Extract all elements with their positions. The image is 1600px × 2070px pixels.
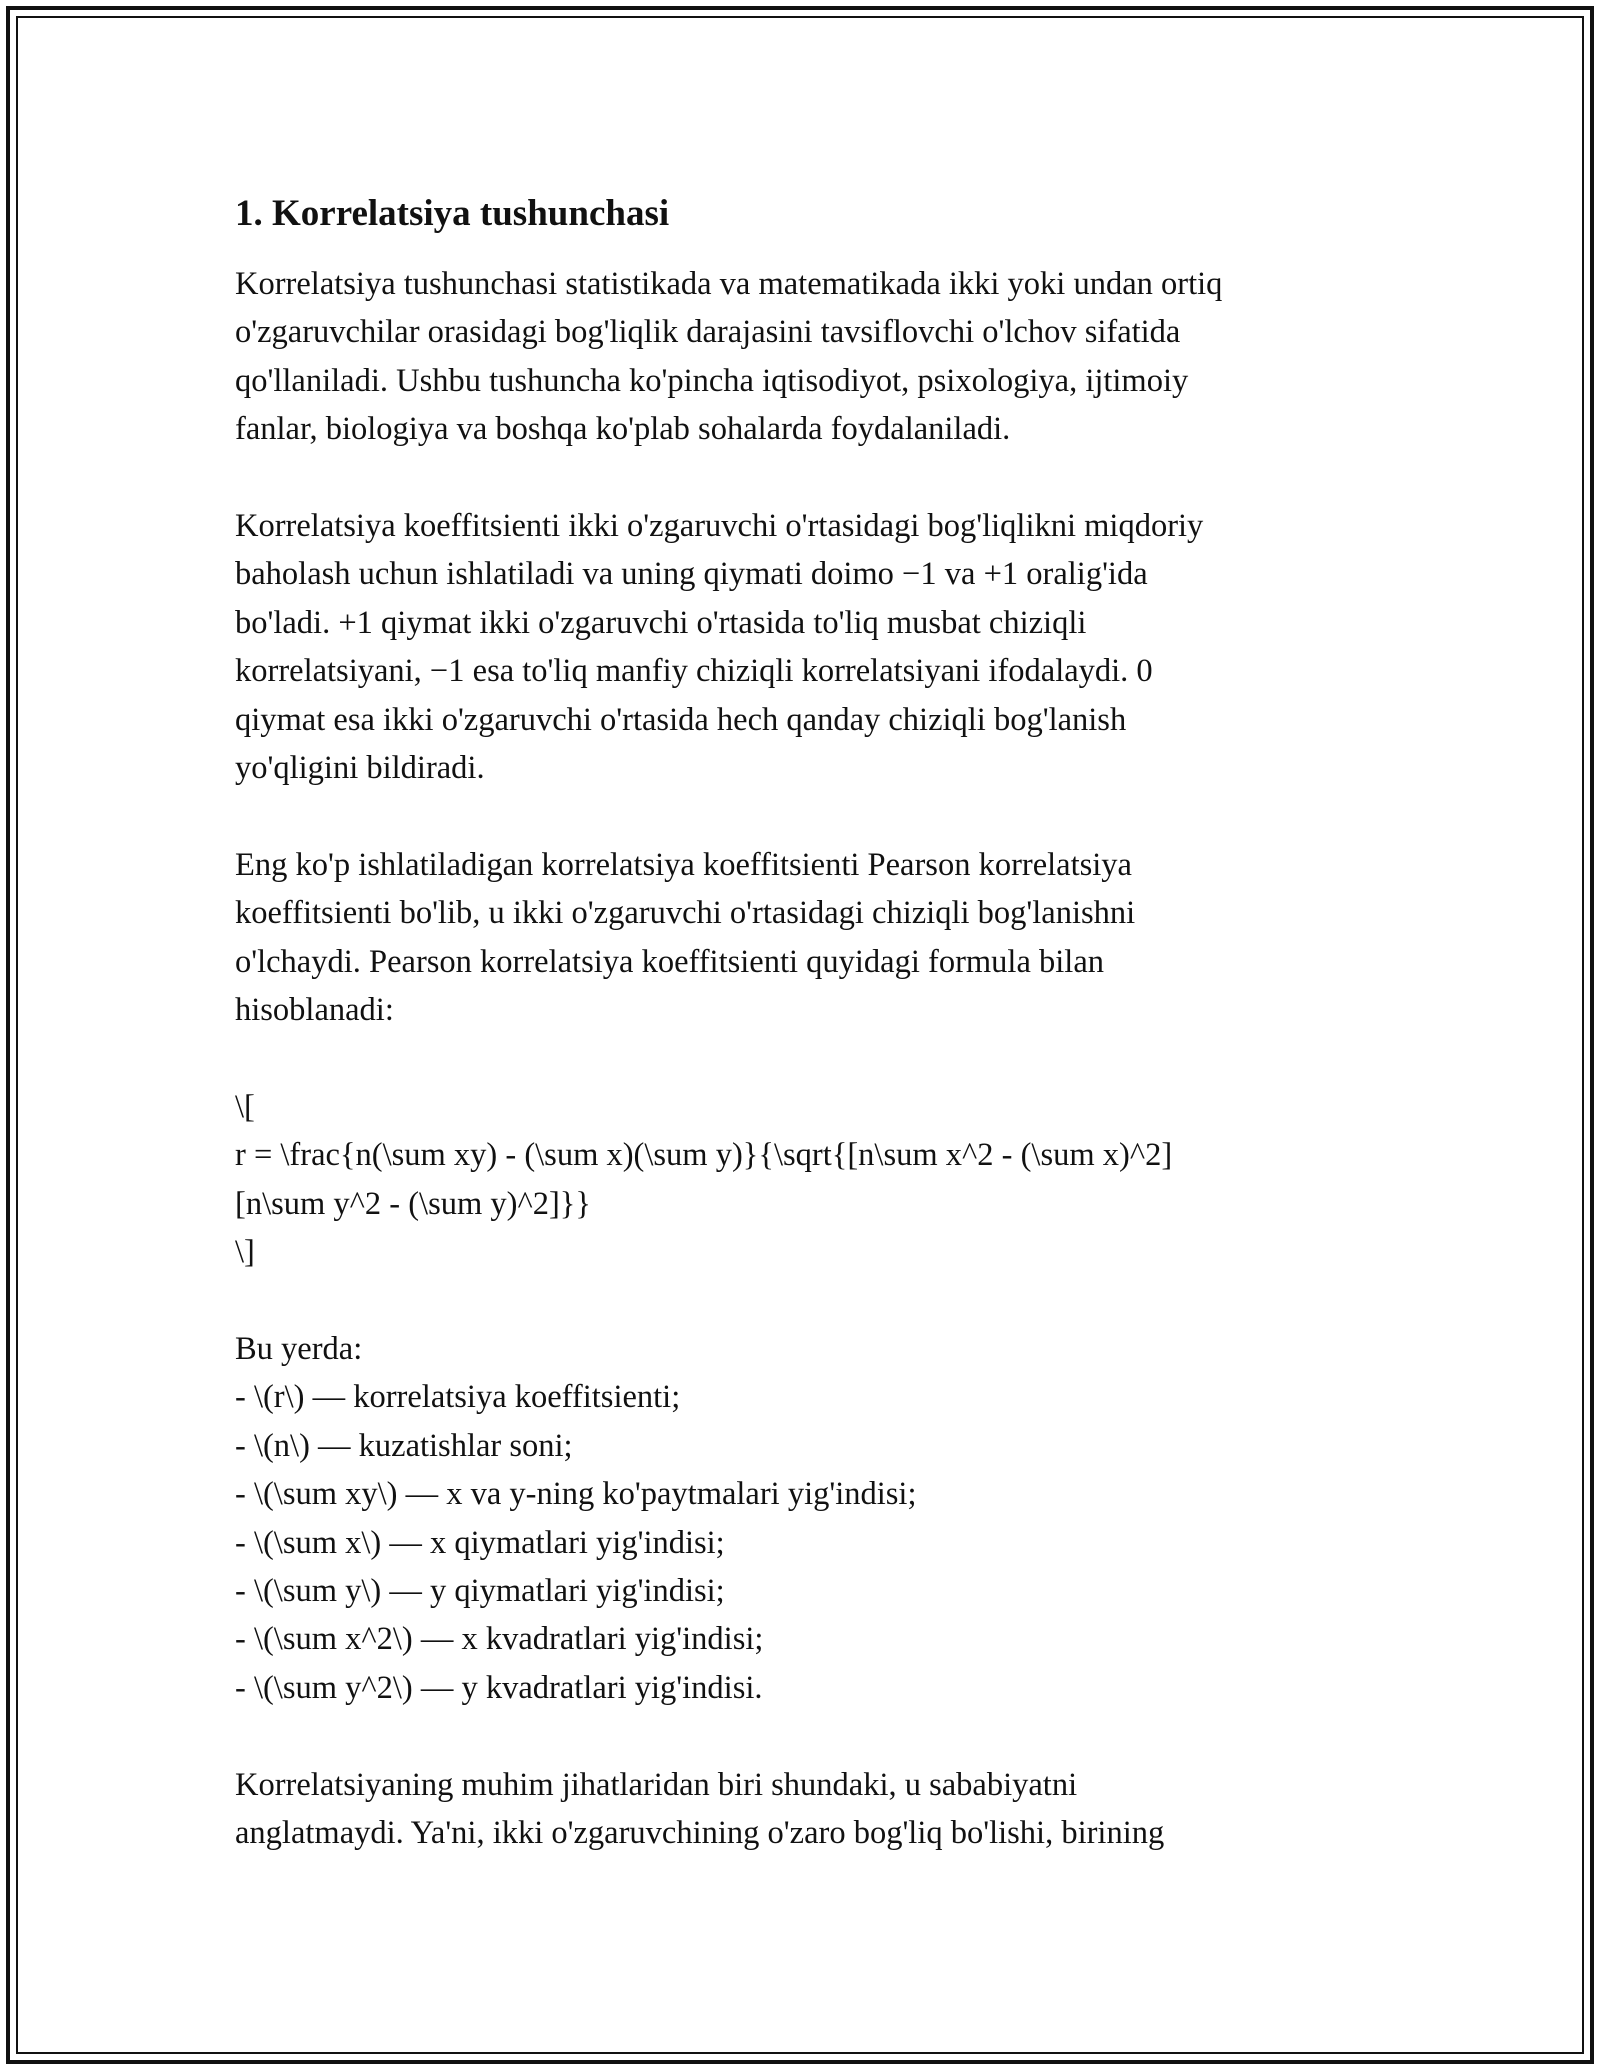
formula-line: \[: [235, 1088, 255, 1125]
formula-line: \]: [235, 1234, 255, 1271]
paragraph-intro: Korrelatsiya tushunchasi statistikada va matematikada ikki yoki undan ortiq o'zgaruvchilar orasidagi bog'liqlik darajasini tavsiflovchi o'lchov sifatida qo'llaniladi. Ushbu tushuncha ko'pincha iqtisodiyot, psixologiya, ijtimoiy fanlar, biologiya va boshqa ko'plab sohalarda foydalaniladi.: [235, 266, 1223, 448]
definition-item: - \(\sum x^2\) — x kvadratlari yig'indisi;: [235, 1621, 764, 1658]
document-body: [235, 190, 1375, 1857]
definition-item: - \(r\) — korrelatsiya koeffitsienti;: [235, 1379, 681, 1416]
definition-item: - \(\sum y^2\) — y kvadratlari yig'indisi.: [235, 1669, 763, 1706]
definition-item: - \(\sum xy\) — x va y-ning ko'paytmalari yig'indisi;: [235, 1476, 917, 1513]
paragraph-causation: Korrelatsiyaning muhim jihatlaridan biri shundaki, u sababiyatni anglatmaydi. Ya'ni, ikki o'zgaruvchining o'zaro bog'liq bo'lishi, birining: [235, 1766, 1165, 1851]
definition-item: - \(n\) — kuzatishlar soni;: [235, 1427, 573, 1464]
definitions-block: [235, 1325, 1375, 1712]
formula-line: [n\sum y^2 - (\sum y)^2]}}: [235, 1185, 591, 1222]
paragraph-coefficient-range: Korrelatsiya koeffitsienti ikki o'zgaruvchi o'rtasidagi bog'liqlikni miqdoriy baholash uchun ishlatiladi va uning qiymati doimo −1 va +1 oralig'ida bo'ladi. +1 qiymat ikki o'zgaruvchi o'rtasida to'liq musbat chiziqli korrelatsiyani, −1 esa to'liq manfiy chiziqli korrelatsiyani ifodalaydi. 0 qiymat esa ikki o'zgaruvchi o'rtasida hech qanday chiziqli bog'lanish yo'qligini bildiradi.: [235, 508, 1204, 787]
definition-item: - \(\sum x\) — x qiymatlari yig'indisi;: [235, 1524, 725, 1561]
definition-item: - \(\sum y\) — y qiymatlari yig'indisi;: [235, 1572, 725, 1609]
formula-block: [235, 1083, 1375, 1277]
paragraph-pearson: Eng ko'p ishlatiladigan korrelatsiya koeffitsienti Pearson korrelatsiya koeffitsienti bo'lib, u ikki o'zgaruvchi o'rtasidagi chiziqli bog'lanishni o'lchaydi. Pearson korrelatsiya koeffitsienti quyidagi formula bilan hisoblanadi:: [235, 846, 1136, 1029]
section-heading: 1. Korrelatsiya tushunchasi: [235, 193, 670, 234]
formula-line: r = \frac{n(\sum xy) - (\sum x)(\sum y)}{\sqrt{[n\sum x^2 - (\sum x)^2]: [235, 1137, 1173, 1174]
where-label: Bu yerda:: [235, 1330, 363, 1367]
